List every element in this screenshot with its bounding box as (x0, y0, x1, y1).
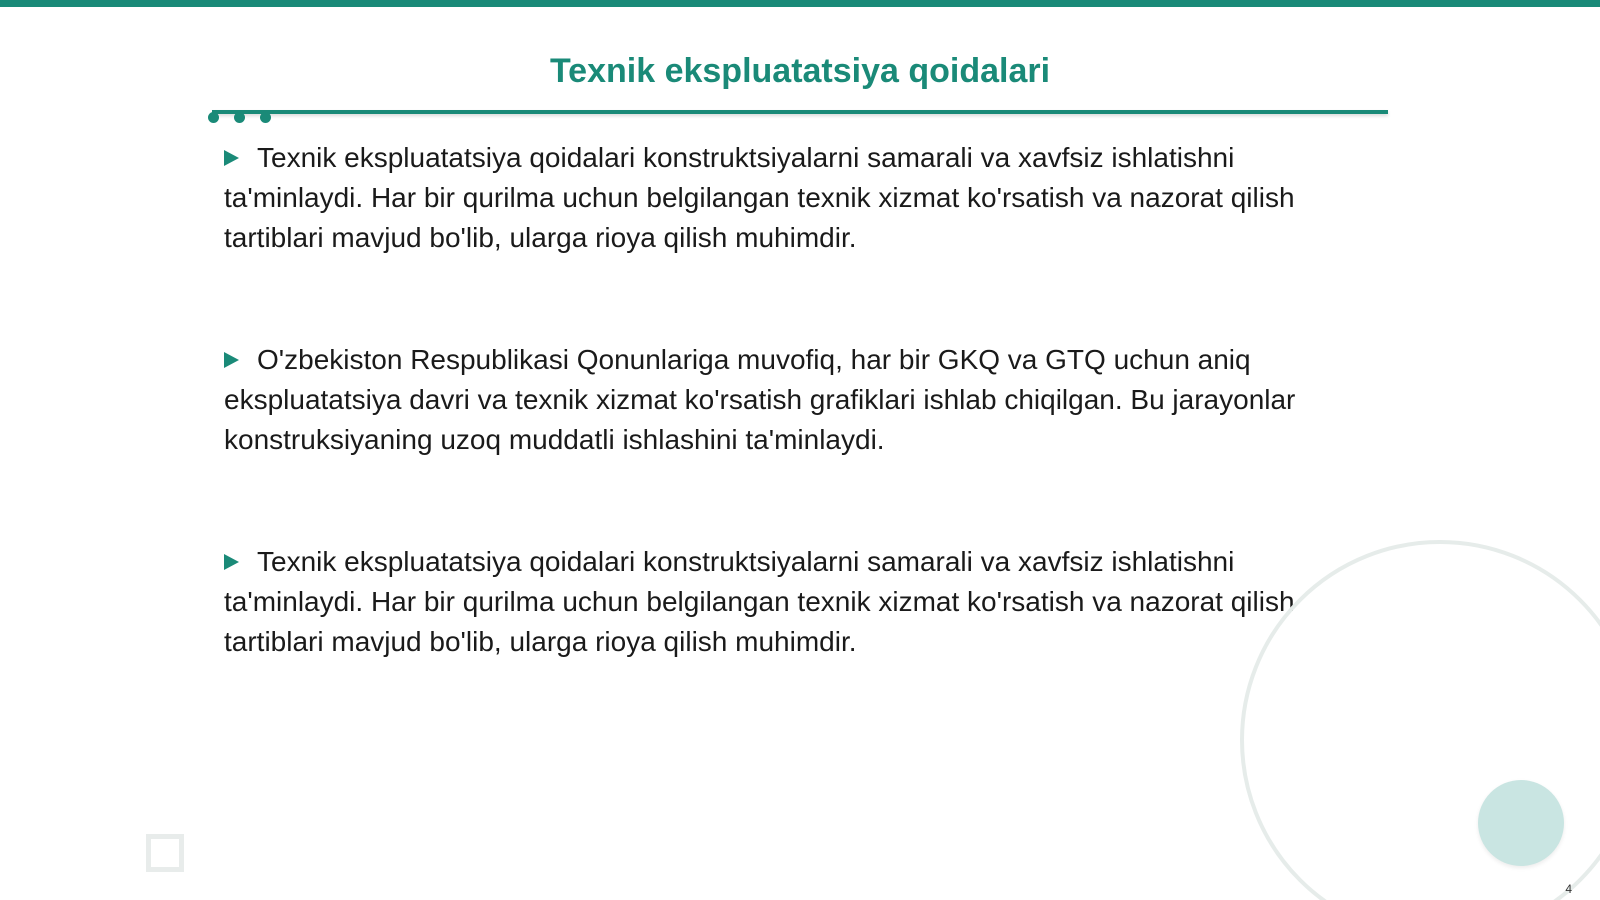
triangle-right-icon (224, 554, 239, 570)
bullet-item (224, 340, 1344, 460)
decorative-dot (208, 112, 219, 123)
triangle-right-icon (224, 150, 239, 166)
decorative-dot (260, 112, 271, 123)
bullet-item (224, 542, 1344, 662)
bullet-item (224, 138, 1344, 258)
bullet-text: Texnik ekspluatatsiya qoidalari konstruktsiyalarni samarali va xavfsiz ishlatishni ta'minlaydi. Har bir qurilma uchun belgilangan texnik xizmat ko'rsatish va nazorat qilish tartiblari mavjud bo'lib, ularga rioya qilish muhimdir. (224, 546, 1295, 657)
decorative-square (146, 834, 184, 872)
bullet-text: Texnik ekspluatatsiya qoidalari konstruktsiyalarni samarali va xavfsiz ishlatishni ta'minlaydi. Har bir qurilma uchun belgilangan texnik xizmat ko'rsatish va nazorat qilish tartiblari mavjud bo'lib, ularga rioya qilish muhimdir. (224, 142, 1295, 253)
page-number: 4 (1565, 882, 1572, 896)
top-accent-bar (0, 0, 1600, 7)
title-underline (212, 110, 1388, 114)
slide-title: Texnik ekspluatatsiya qoidalari (549, 52, 1051, 90)
decorative-circle (1478, 780, 1564, 866)
decorative-dot (234, 112, 245, 123)
bullet-list (224, 138, 1344, 744)
bullet-text: O'zbekiston Respublikasi Qonunlariga muvofiq, har bir GKQ va GTQ uchun aniq ekspluatatsiya davri va texnik xizmat ko'rsatish grafiklari ishlab chiqilgan. Bu jarayonlar konstruksiyaning uzoq muddatli ishlashini ta'minlaydi. (224, 344, 1296, 455)
triangle-right-icon (224, 352, 239, 368)
